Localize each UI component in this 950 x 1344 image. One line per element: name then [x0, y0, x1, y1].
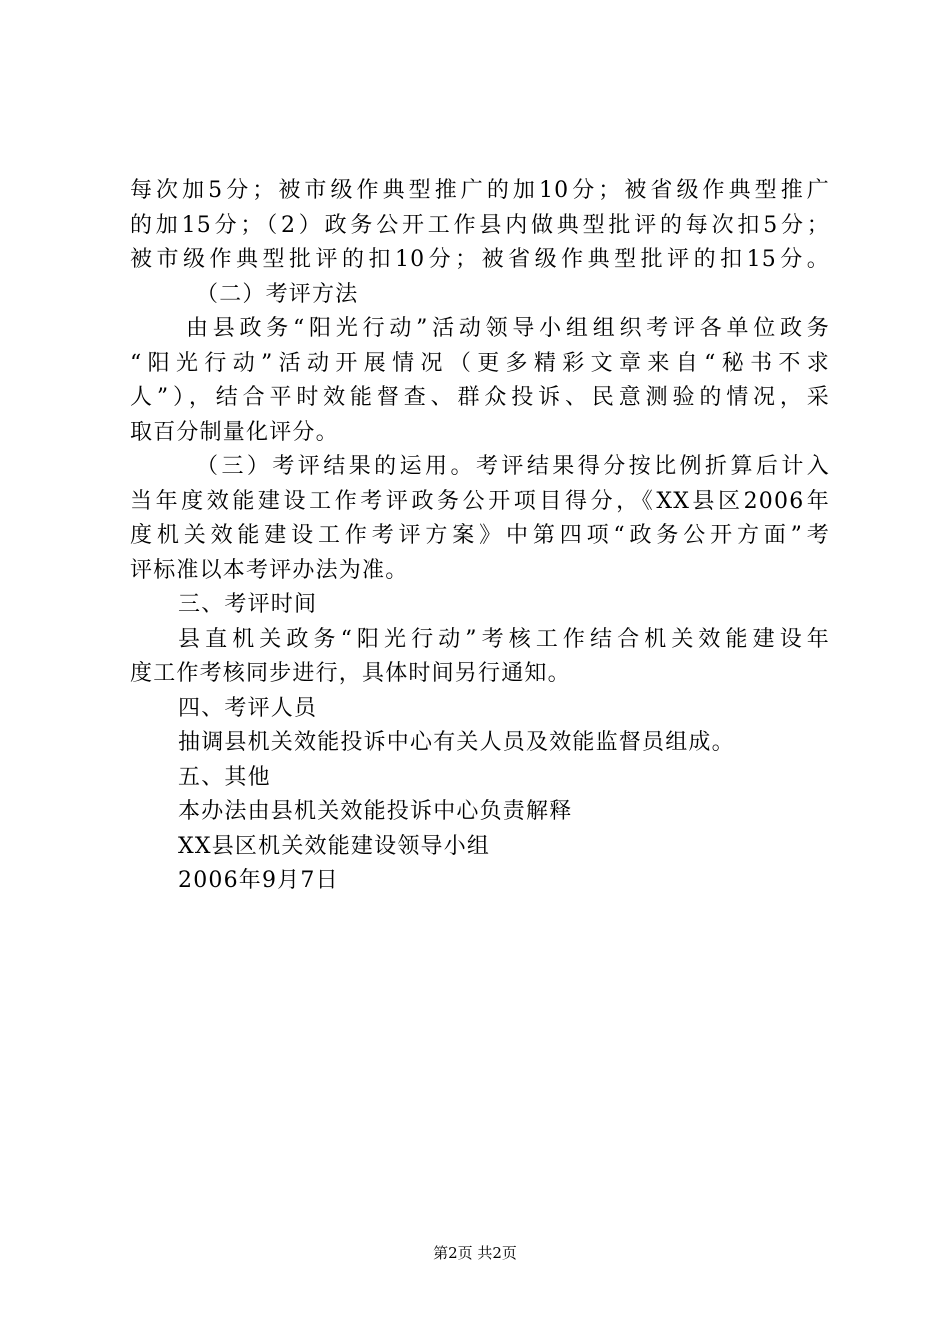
section-heading: 四、考评人员 — [178, 695, 318, 721]
section-heading: （二）考评方法 — [196, 281, 359, 307]
signature-date: 2006年9月7日 — [178, 868, 339, 893]
paragraph-line: 抽调县机关效能投诉中心有关人员及效能监督员组成。 — [178, 730, 735, 755]
paragraph-line: （三）考评结果的运用。考评结果得分按比例折算后计入 — [196, 454, 830, 479]
paragraph-line: 本办法由县机关效能投诉中心负责解释 — [178, 799, 573, 824]
paragraph-line: 当年度效能建设工作考评政务公开项目得分，《XX县区2006年 — [130, 488, 830, 514]
section-heading: 三、考评时间 — [178, 592, 318, 617]
paragraph-line: 取百分制量化评分。 — [130, 419, 339, 445]
paragraph-line: 度机关效能建设工作考评方案》中第四项“政务公开方面”考 — [130, 523, 830, 548]
section-heading: 五、其他 — [178, 764, 271, 790]
paragraph-line: 度工作考核同步进行，具体时间另行通知。 — [130, 661, 571, 686]
paragraph-line: 每次加5分；被市级作典型推广的加10分；被省级作典型推广 — [130, 178, 830, 203]
signature-organization: XX县区机关效能建设领导小组 — [178, 833, 491, 859]
paragraph-line: 被市级作典型批评的扣10分；被省级作典型批评的扣15分。 — [130, 247, 830, 272]
paragraph-line: 的加15分；（2）政务公开工作县内做典型批评的每次扣5分； — [130, 212, 830, 238]
paragraph-line: “阳光行动”活动开展情况（更多精彩文章来自“秘书不求 — [130, 350, 830, 376]
paragraph-line: 由县政务“阳光行动”活动领导小组组织考评各单位政务 — [186, 316, 830, 341]
document-body — [130, 174, 830, 899]
paragraph-line: 评标准以本考评办法为准。 — [130, 557, 409, 583]
paragraph-line: 县直机关政务“阳光行动”考核工作结合机关效能建设年 — [178, 626, 830, 652]
page-footer: 第2页 共2页 — [433, 1244, 517, 1262]
paragraph-line: 人”），结合平时效能督查、群众投诉、民意测验的情况，采 — [130, 385, 830, 410]
